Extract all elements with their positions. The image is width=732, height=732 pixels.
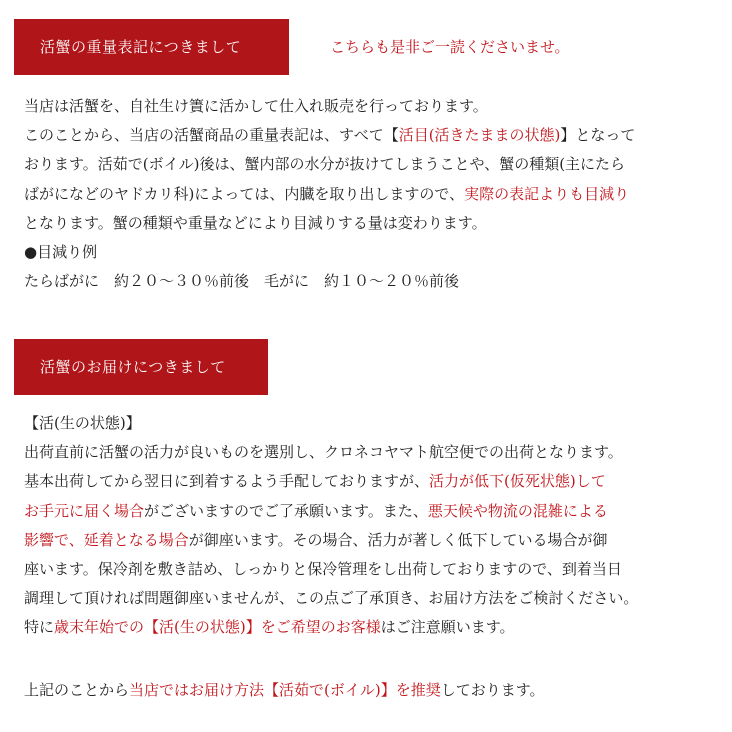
highlighted-text: 実際の表記よりも目減り <box>464 184 630 203</box>
highlighted-text: 活目(活きたままの状態) <box>398 126 561 145</box>
weight-notation-text <box>24 92 724 296</box>
text-line <box>24 121 724 150</box>
text-segment: 座います。保冷剤を敷き詰め、しっかりと保冷管理をし出荷しておりますので、到着当日 <box>24 559 622 578</box>
highlighted-text: 当店ではお届け方法【活茹で(ボイル)】を推奨 <box>129 681 441 699</box>
text-line <box>24 209 724 238</box>
text-line <box>24 613 724 642</box>
text-line <box>24 676 724 705</box>
text-segment: 調理して頂ければ問題御座いませんが、この点ご了承頂き、お届け方法をご検討ください。 <box>24 589 639 608</box>
text-line <box>24 92 724 121</box>
text-line <box>24 555 724 584</box>
delivery-section-header: 活蟹のお届けにつきまして <box>14 339 268 395</box>
text-line <box>24 267 724 296</box>
text-segment: 出荷直前に活蟹の活力が良いものを選別し、クロネコヤマト航空便での出荷となります。 <box>24 443 623 462</box>
text-segment: ●目減り例 <box>24 242 98 261</box>
highlighted-text: 悪天候や物流の混雑による <box>427 501 608 520</box>
highlighted-text: 歳末年始での【活(生の状態)】をご希望のお客様 <box>54 618 381 637</box>
text-line <box>24 150 724 179</box>
text-segment: おります。活茹で(ボイル)後は、蟹内部の水分が抜けてしまうことや、蟹の種類(主にたら <box>24 155 626 174</box>
text-segment: 】となって <box>560 126 636 145</box>
text-segment: 当店は活蟹を、自社生け簀に活かして仕入れ販売を行っております。 <box>24 97 488 115</box>
text-segment: しております。 <box>440 681 545 699</box>
text-segment: が御座います。その場合、活力が著しく低下している場合が御 <box>188 530 608 549</box>
highlighted-text: 活力が低下(仮死状態)して <box>429 472 606 491</box>
text-segment: 特に <box>24 618 55 637</box>
delivery-text <box>24 409 724 643</box>
recommendation-text <box>24 676 724 705</box>
please-read-note: こちらも是非ご一読くださいませ。 <box>330 38 570 56</box>
text-line <box>24 238 724 267</box>
text-line <box>24 180 724 209</box>
text-segment: 【活(生の状態)】 <box>24 414 141 432</box>
highlighted-text: お手元に届く場合 <box>24 501 145 520</box>
text-segment: 基本出荷してから翌日に到着するよう手配しておりますが、 <box>24 472 430 491</box>
text-line <box>24 526 724 555</box>
text-line <box>24 497 724 526</box>
text-line <box>24 409 724 438</box>
weight-notation-section-header: 活蟹の重量表記につきまして <box>14 19 289 75</box>
text-segment: がございますのでご了承願います。また、 <box>144 501 428 520</box>
text-segment: ばがになどのヤドカリ科)によっては、内臓を取り出しますので、 <box>24 184 465 203</box>
text-line <box>24 438 724 467</box>
text-segment: たらばがに 約２０～３０％前後 毛がに 約１０～２０％前後 <box>24 272 460 291</box>
highlighted-text: 影響で、延着となる場合 <box>24 530 189 549</box>
text-segment: となります。蟹の種類や重量などにより目減りする量は変わります。 <box>24 213 487 232</box>
text-line <box>24 467 724 496</box>
text-line <box>24 584 724 613</box>
text-segment: 上記のことから <box>24 681 130 699</box>
text-segment: はご注意願います。 <box>380 618 515 637</box>
text-segment: このことから、当店の活蟹商品の重量表記は、すべて【 <box>24 126 399 145</box>
